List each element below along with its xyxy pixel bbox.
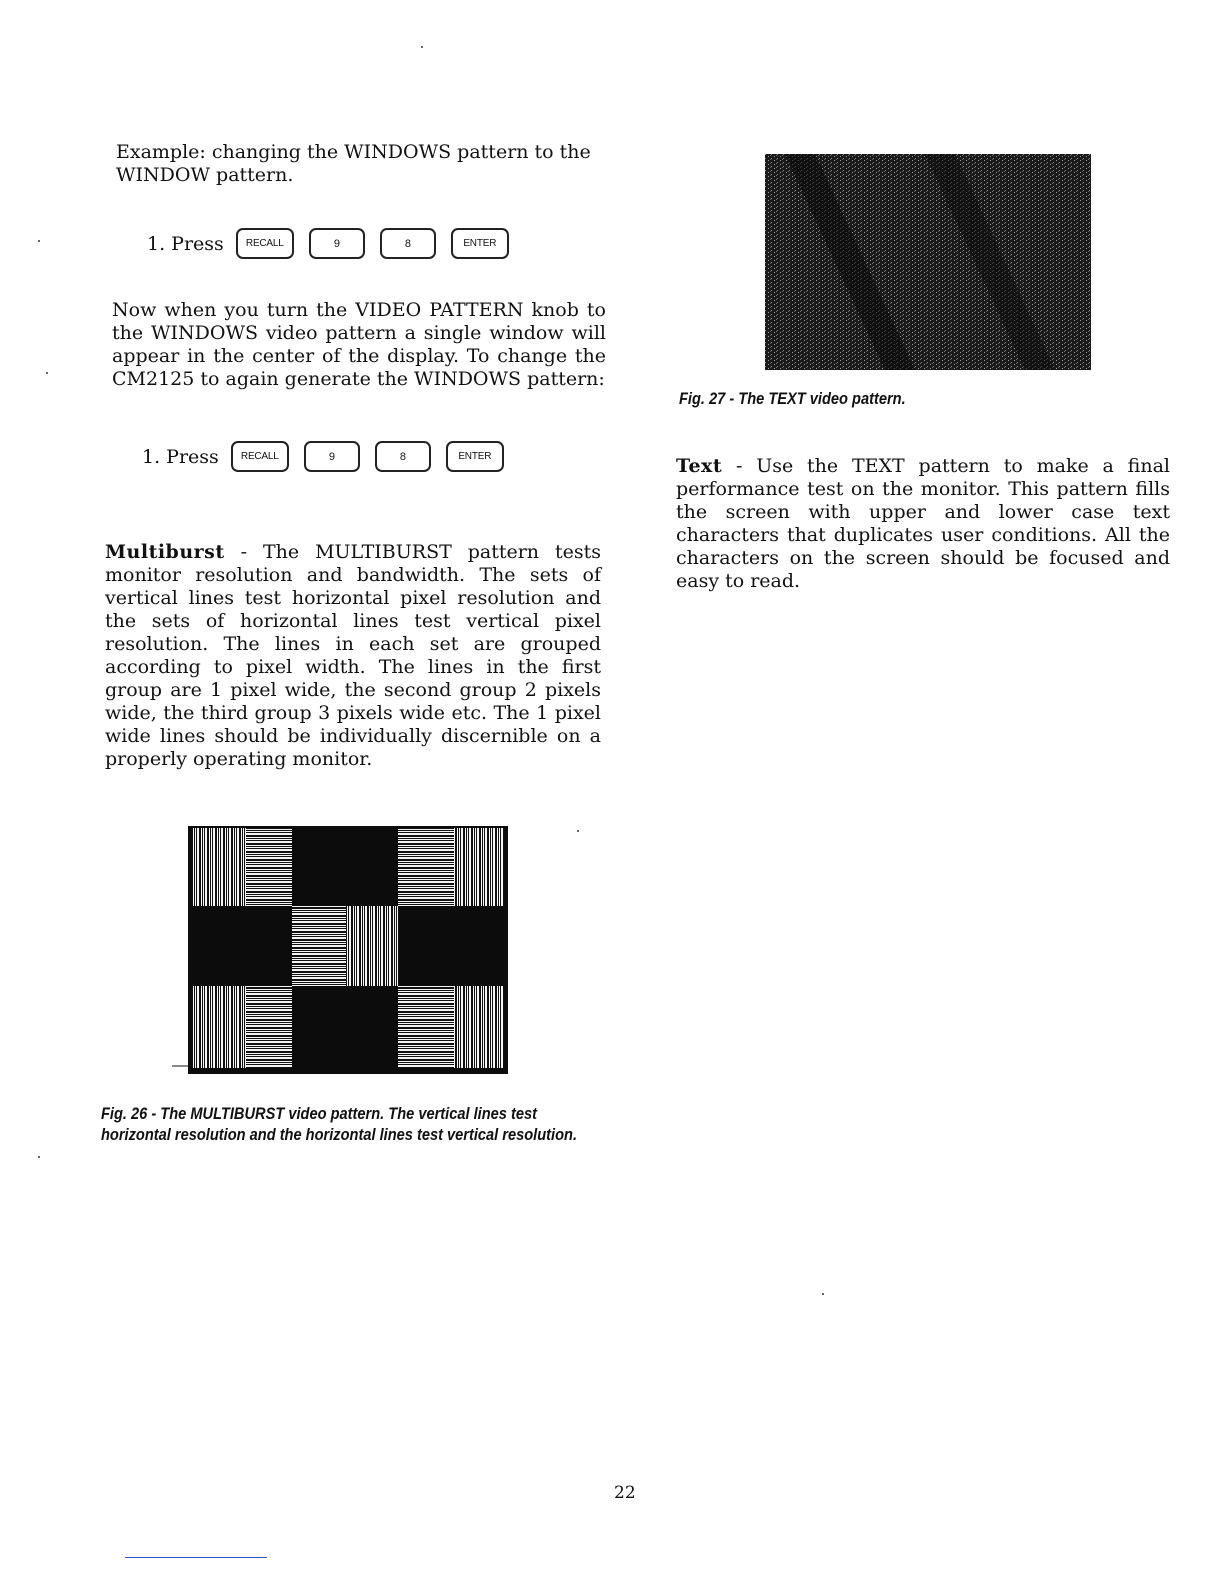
horizontal-lines-block — [292, 906, 346, 986]
multiburst-text: - The MULTIBURST pattern tests monitor resolution and bandwidth. The sets of vertical lines test horizontal pixel resolution and the sets of horizontal lines test vertical pixel resolution. The lines in each set are grouped according to pixel width. The lines in the first group are 1 pixel wide, the second group 2 pixels wide, the third group 3 pixels wide etc. The 1 pixel wide lines should be individually discernible on a properly operating monitor. — [105, 541, 601, 770]
horizontal-lines-block — [398, 828, 454, 906]
fig27-caption: Fig. 27 - The TEXT video pattern. — [679, 389, 906, 408]
multiburst-term: Multiburst — [105, 541, 225, 563]
enter-key: ENTER — [446, 441, 504, 472]
multiburst-figure — [172, 816, 514, 1078]
vertical-lines-block — [346, 906, 398, 986]
page-number: 22 — [614, 1483, 636, 1503]
footer-rule — [125, 1557, 267, 1558]
vertical-lines-block — [454, 828, 504, 906]
example-intro: Example: changing the WINDOWS pattern to the WINDOW pattern. — [116, 141, 591, 186]
recall-key: RECALL — [236, 228, 294, 259]
text-pattern-figure — [765, 154, 1091, 370]
step-label: 1. Press — [142, 445, 219, 468]
vertical-lines-block — [192, 986, 246, 1068]
vertical-lines-block — [192, 828, 246, 906]
key-sequence-2 — [142, 441, 519, 472]
horizontal-lines-block — [398, 986, 454, 1068]
key-8: 8 — [375, 441, 431, 472]
text-section-text: - Use the TEXT pattern to make a final performance test on the monitor. This pattern fills the screen with upper and lower case text characters that duplicates user conditions. All the characters on the screen should be focused and easy to read. — [676, 455, 1170, 592]
key-9: 9 — [304, 441, 360, 472]
windows-paragraph: Now when you turn the VIDEO PATTERN knob to the WINDOWS video pattern a single window will appear in the center of the display. To change the CM2125 to again generate the WINDOWS pattern: — [112, 299, 606, 390]
step-label: 1. Press — [147, 232, 224, 255]
key-8: 8 — [380, 228, 436, 259]
vertical-lines-block — [454, 986, 504, 1068]
multiburst-paragraph — [105, 541, 601, 771]
recall-key: RECALL — [231, 441, 289, 472]
horizontal-lines-block — [246, 986, 292, 1068]
text-paragraph — [676, 455, 1170, 593]
text-term: Text — [676, 455, 723, 477]
key-9: 9 — [309, 228, 365, 259]
enter-key: ENTER — [451, 228, 509, 259]
fig26-caption: Fig. 26 - The MULTIBURST video pattern. The vertical lines test horizontal resolution and the horizontal lines test vertical resolution. — [101, 1104, 578, 1144]
key-sequence-1 — [147, 228, 524, 259]
horizontal-lines-block — [246, 828, 292, 906]
